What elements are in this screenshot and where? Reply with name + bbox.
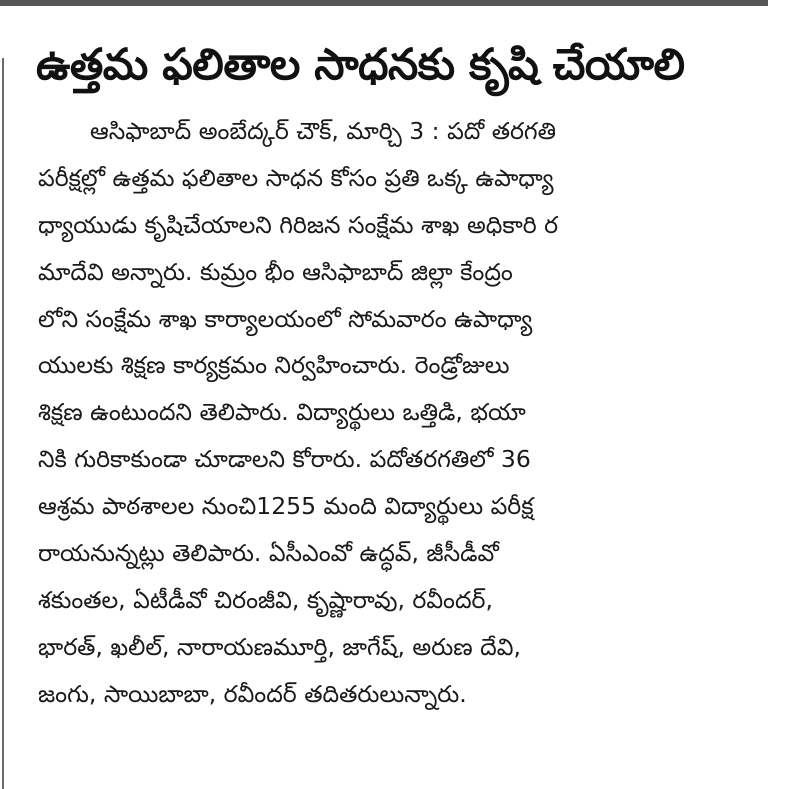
article-line: ధ్యాయుడు కృషిచేయాలని గిరిజన సంక్షేమ శాఖ అధికారి ర bbox=[38, 210, 559, 239]
article-headline: ఉత్తమ ఫలితాల సాధనకు కృషి చేయాలి bbox=[36, 40, 685, 90]
article-line: శకుంతల, ఏటీడీవో చిరంజీవి, కృష్ణారావు, రవీందర్, bbox=[38, 585, 493, 614]
article-line: లోని సంక్షేమ శాఖ కార్యాలయంలో సోమవారం ఉపాధ్యా bbox=[38, 304, 533, 333]
top-column-rule bbox=[0, 0, 768, 6]
article-line: రాయనున్నట్లు తెలిపారు. ఏసీఎంవో ఉద్ధవ్, జీసీడీవో bbox=[38, 539, 499, 568]
article-body bbox=[38, 108, 778, 718]
article-line: యులకు శిక్షణ కార్యక్రమం నిర్వహించారు. రెండ్రోజులు bbox=[38, 351, 510, 380]
article-line: నికి గురికాకుండా చూడాలని కోరారు. పదోతరగతిలో 36 bbox=[38, 445, 531, 474]
article-line: మాదేవి అన్నారు. కుమ్రం భీం ఆసిఫాబాద్ జిల్లా కేంద్రం bbox=[38, 257, 513, 286]
article-line: భారత్, ఖలీల్, నారాయణమూర్తి, జాగేష్, అరుణ దేవి, bbox=[38, 632, 521, 661]
article-line: శిక్షణ ఉంటుందని తెలిపారు. విద్యార్థులు ఒత్తిడి, భయా bbox=[38, 398, 526, 427]
article-line: ఆశ్రమ పాఠశాలల నుంచి1255 మంది విద్యార్థులు పరీక్ష bbox=[38, 492, 534, 521]
article-line: ఆసిఫాబాద్ అంబేద్కర్ చౌక్, మార్చి 3 : పదో తరగతి bbox=[90, 117, 556, 145]
left-column-rule bbox=[2, 58, 4, 789]
article-line: పరీక్షల్లో ఉత్తమ ఫలితాల సాధన కోసం ప్రతి ఒక్క ఉపాధ్యా bbox=[38, 163, 554, 192]
article-line: జంగు, సాయిబాబా, రవీందర్ తదితరులున్నారు. bbox=[38, 679, 467, 708]
